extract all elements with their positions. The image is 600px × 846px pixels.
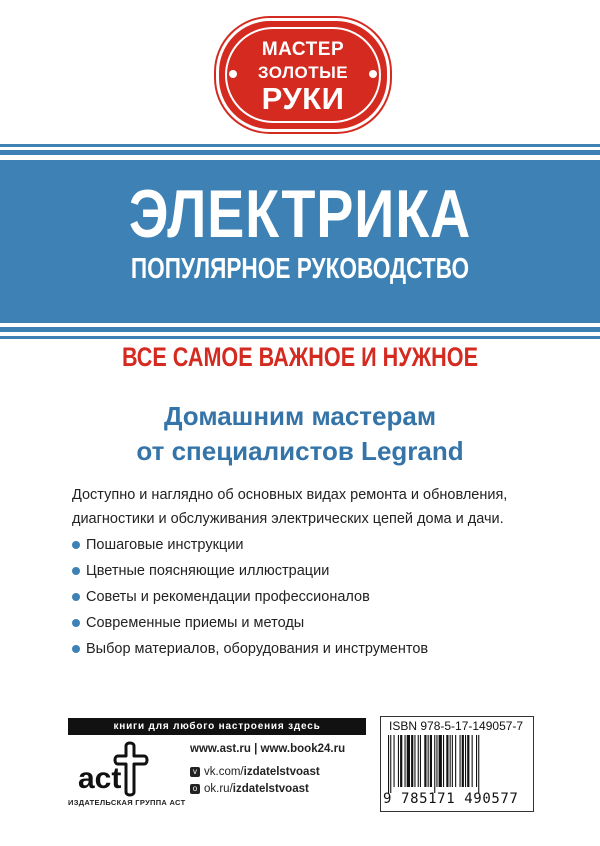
bullet-icon <box>72 619 80 627</box>
barcode-bar <box>465 735 466 787</box>
vk-prefix: vk.com/ <box>204 766 244 778</box>
badge-line-1: МАСТЕР <box>261 39 345 60</box>
bullet-icon <box>72 541 80 549</box>
publisher-name: ИЗДАТЕЛЬСКАЯ ГРУППА АСТ <box>68 798 186 807</box>
slogan-bar: книги для любого настроения здесь <box>68 718 366 735</box>
bottom-stripe-1 <box>0 327 600 332</box>
ok-link[interactable] <box>190 783 309 795</box>
badge-line-3: РУКИ <box>261 81 345 116</box>
barcode-bar <box>450 735 451 787</box>
barcode-bar <box>388 735 389 793</box>
vk-handle: izdatelstvoast <box>243 766 320 778</box>
barcode-bar <box>476 735 477 787</box>
feature-text: Выбор материалов, оборудования и инструментов <box>86 641 429 657</box>
description-line-1: Доступно и наглядно об основных видах ремонта и обновления, <box>72 487 508 503</box>
barcode-bar <box>455 735 456 787</box>
list-item <box>72 558 428 584</box>
ok-handle: izdatelstvoast <box>232 783 309 795</box>
series-badge <box>216 18 390 132</box>
ok-icon: o <box>190 784 200 794</box>
barcode-bar <box>439 735 442 787</box>
list-item <box>72 584 428 610</box>
barcode-bar <box>398 735 399 787</box>
vk-link[interactable] <box>190 766 320 778</box>
top-stripe-1 <box>0 144 600 147</box>
barcode-bar <box>390 735 391 793</box>
heading-line-2: от специалистов Legrand <box>136 436 464 466</box>
barcode-bar <box>446 735 448 787</box>
top-stripe-2 <box>0 150 600 155</box>
list-item <box>72 532 428 558</box>
feature-text: Современные приемы и методы <box>86 615 305 631</box>
bullet-icon <box>72 567 80 575</box>
barcode-bar <box>478 735 479 793</box>
barcode-bar <box>460 735 461 787</box>
bullet-icon <box>72 645 80 653</box>
list-item <box>72 610 428 636</box>
website-links[interactable]: www.ast.ru | www.book24.ru <box>190 743 346 755</box>
feature-text: Советы и рекомендации профессионалов <box>86 589 370 605</box>
barcode-icon <box>388 735 526 793</box>
barcode-bar <box>424 735 426 787</box>
barcode-bar <box>452 735 453 787</box>
tagline: ВСЕ САМОЕ ВАЖНОЕ И НУЖНОЕ <box>122 342 478 372</box>
ok-prefix: ok.ru/ <box>204 783 233 795</box>
logo-text: act <box>78 762 122 795</box>
barcode-bar <box>414 735 415 787</box>
barcode-bar <box>434 735 435 793</box>
bottom-stripe-2 <box>0 336 600 339</box>
book-title: ЭЛЕКТРИКА <box>128 176 472 252</box>
vk-icon: v <box>190 767 200 777</box>
barcode-bar <box>472 735 473 787</box>
book-subtitle: ПОПУЛЯРНОЕ РУКОВОДСТВО <box>130 253 470 285</box>
ast-logo-icon <box>74 740 174 800</box>
barcode-bar <box>467 735 469 787</box>
barcode-bar <box>405 735 406 787</box>
list-item <box>72 636 428 662</box>
barcode-digits: 9 785171 490577 <box>383 791 519 807</box>
barcode-bar <box>462 735 464 787</box>
barcode-bar <box>400 735 402 787</box>
barcode-bar <box>428 735 429 787</box>
barcode-bar <box>411 735 413 787</box>
feature-text: Пошаговые инструкции <box>86 537 244 553</box>
barcode-bar <box>407 735 410 787</box>
barcode-bar <box>394 735 395 787</box>
heading-line-1: Домашним мастерам <box>163 401 437 431</box>
bullet-icon <box>72 593 80 601</box>
feature-list <box>72 532 428 662</box>
badge-line-2: ЗОЛОТЫЕ <box>257 63 349 82</box>
isbn-number: ISBN 978-5-17-149057-7 <box>389 719 524 733</box>
barcode-bar <box>418 735 419 787</box>
barcode-bar <box>436 735 437 787</box>
feature-text: Цветные поясняющие иллюстрации <box>86 563 330 579</box>
barcode-bar <box>420 735 421 787</box>
description-line-2: диагностики и обслуживания электрических цепей дома и дачи. <box>72 511 504 527</box>
barcode-bar <box>430 735 432 787</box>
barcode-bar <box>443 735 444 787</box>
